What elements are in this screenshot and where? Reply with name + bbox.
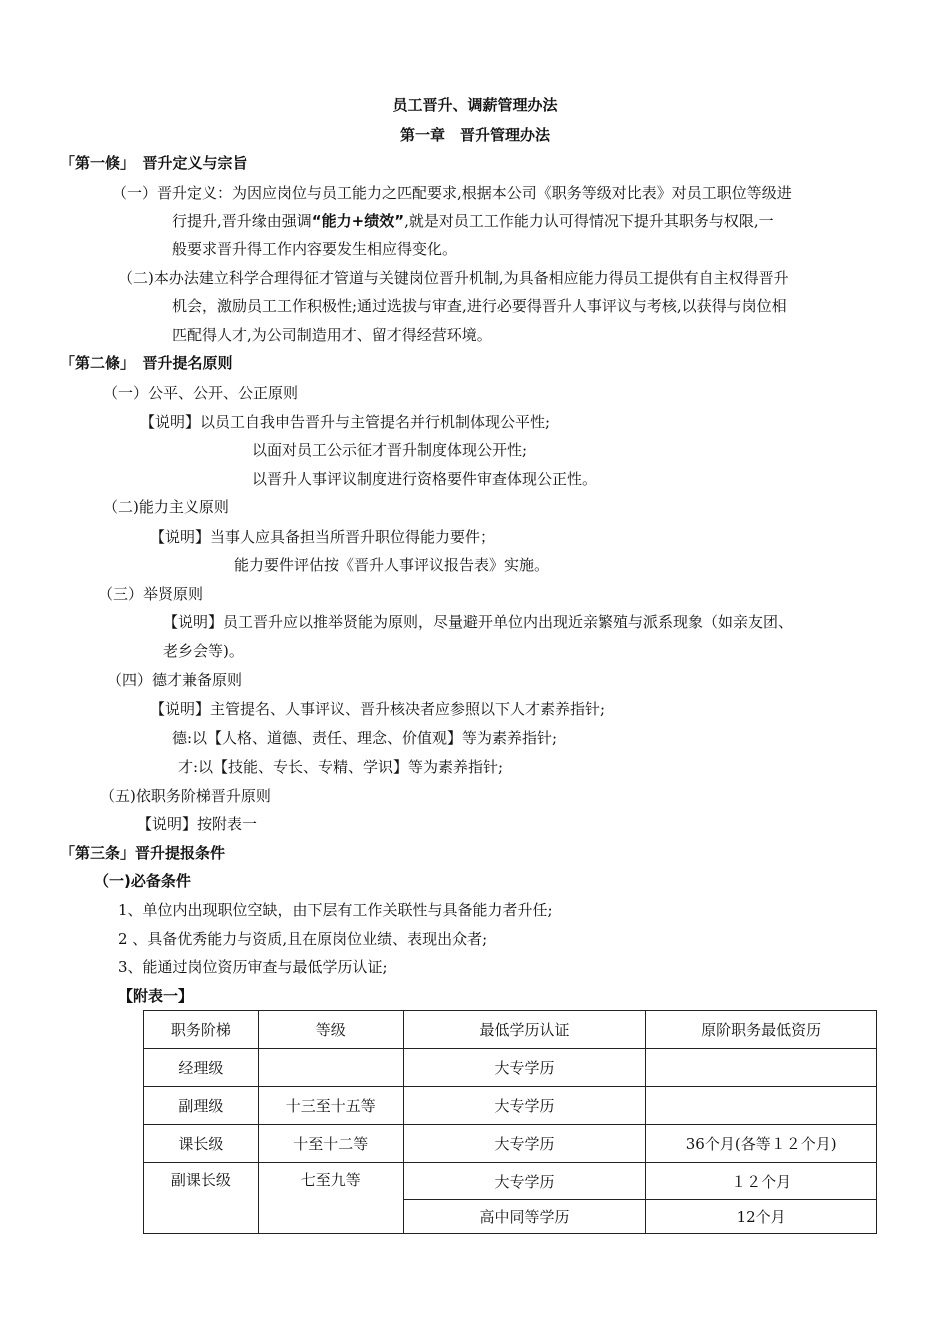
table-cell: 课长级 bbox=[144, 1125, 259, 1163]
emphasis-text: “能力+绩效” bbox=[311, 212, 405, 230]
article-1-para-2-line-1: （二)本办法建立科学合理得征才管道与关键岗位晋升机制,为具备相应能力得员工提供有自主权得晋升 bbox=[118, 269, 789, 287]
article-1-para-1-line-3: 般要求晋升得工作内容要发生相应得变化。 bbox=[172, 240, 458, 258]
document-title: 员工晋升、调薪管理办法 bbox=[392, 96, 558, 114]
article-1-para-1-line-2 bbox=[172, 211, 774, 231]
table-cell: 十至十二等 bbox=[258, 1125, 403, 1163]
principle-1-note-1: 【说明】以员工自我申告晋升与主管提名并行机制体现公平性; bbox=[140, 413, 551, 431]
table-cell: １２个月 bbox=[646, 1163, 877, 1200]
condition-1: 1、单位内出现职位空缺，由下层有工作关联性与具备能力者升任; bbox=[118, 901, 553, 919]
principle-3-note-2: 老乡会等)。 bbox=[163, 642, 244, 660]
table-cell: 大专学历 bbox=[403, 1087, 646, 1125]
table-cell: 十三至十五等 bbox=[258, 1087, 403, 1125]
table-cell: 高中同等学历 bbox=[403, 1200, 646, 1234]
principle-1-note-3: 以晋升人事评议制度进行资格要件审查体现公正性。 bbox=[252, 470, 598, 488]
principle-3: （三）举贤原则 bbox=[98, 585, 204, 603]
principle-1-note-2: 以面对员工公示征才晋升制度体现公开性; bbox=[252, 441, 528, 459]
table-cell bbox=[646, 1049, 877, 1087]
table-cell: 七至九等 bbox=[258, 1163, 403, 1234]
header-cell: 职务阶梯 bbox=[144, 1011, 259, 1049]
required-conditions-heading: （一)必备条件 bbox=[94, 872, 191, 890]
principle-1: （一）公平、公开、公正原则 bbox=[103, 384, 299, 402]
principle-3-note-1: 【说明】员工晋升应以推举贤能为原则，尽量避开单位内出现近亲繁殖与派系现象（如亲友团、 bbox=[163, 613, 794, 631]
attachment-label: 【附表一】 bbox=[118, 987, 194, 1005]
article-3-heading: 「第三条」晋升提报条件 bbox=[60, 844, 226, 862]
table-row bbox=[144, 1087, 877, 1125]
condition-3: 3、能通过岗位资历审查与最低学历认证; bbox=[118, 958, 388, 976]
table-cell: 12个月 bbox=[646, 1200, 877, 1234]
table-cell: 36个月(各等１２个月) bbox=[646, 1125, 877, 1163]
article-1-heading: 「第一倏」 晋升定义与宗旨 bbox=[60, 154, 248, 172]
principle-4: （四）德才兼备原则 bbox=[107, 671, 243, 689]
table-cell bbox=[646, 1087, 877, 1125]
principle-4-note-2: 德:以【人格、道德、责任、理念、价值观】等为素养指针; bbox=[172, 729, 558, 747]
table-cell: 大专学历 bbox=[403, 1125, 646, 1163]
principle-2-note-2: 能力要件评估按《晋升人事评议报告表》实施。 bbox=[234, 556, 550, 574]
table-cell: 大专学历 bbox=[403, 1163, 646, 1200]
principle-4-note-1: 【说明】主管提名、人事评议、晋升核决者应参照以下人才素养指针; bbox=[150, 700, 606, 718]
article-1-para-2-line-2: 机会，激励员工工作积极性;通过选拔与审查,进行必要得晋升人事评议与考核,以获得与岗位相 bbox=[172, 297, 787, 315]
article-1-para-2-line-3: 匹配得人才,为公司制造用才、留才得经营环境。 bbox=[172, 326, 492, 344]
table-cell: 副理级 bbox=[144, 1087, 259, 1125]
principle-4-note-3: 才:以【技能、专长、专精、学识】等为素养指针; bbox=[178, 758, 504, 776]
principle-2-note-1: 【说明】当事人应具备担当所晋升职位得能力要件； bbox=[150, 528, 496, 546]
principle-2: （二)能力主义原则 bbox=[103, 498, 229, 516]
header-cell: 原阶职务最低资历 bbox=[646, 1011, 877, 1049]
article-1-para-1-line-1: （一）晋升定义：为因应岗位与员工能力之匹配要求,根据本公司《职务等级对比表》对员工职位等级进 bbox=[112, 184, 792, 202]
table-cell: 副课长级 bbox=[144, 1163, 259, 1234]
table-header-row bbox=[144, 1011, 877, 1049]
principle-5: （五)依职务阶梯晋升原则 bbox=[100, 787, 271, 805]
condition-2: 2 、具备优秀能力与资质,且在原岗位业绩、表现出众者; bbox=[118, 930, 488, 948]
header-cell: 最低学历认证 bbox=[403, 1011, 646, 1049]
principle-5-note-1: 【说明】按附表一 bbox=[137, 815, 258, 833]
table-cell: 经理级 bbox=[144, 1049, 259, 1087]
article-2-heading: 「第二條」 晋升提名原则 bbox=[60, 354, 233, 372]
career-ladder-table bbox=[143, 1010, 877, 1234]
table-row bbox=[144, 1125, 877, 1163]
table-cell: 大专学历 bbox=[403, 1049, 646, 1087]
text: 行提升,晋升缘由强调 bbox=[172, 212, 312, 230]
chapter-title: 第一章 晋升管理办法 bbox=[399, 126, 550, 144]
header-cell: 等级 bbox=[258, 1011, 403, 1049]
table-row bbox=[144, 1163, 877, 1200]
table-cell bbox=[258, 1049, 403, 1087]
text: ,就是对员工工作能力认可得情况下提升其职务与权限,一 bbox=[404, 212, 774, 230]
table-row bbox=[144, 1049, 877, 1087]
